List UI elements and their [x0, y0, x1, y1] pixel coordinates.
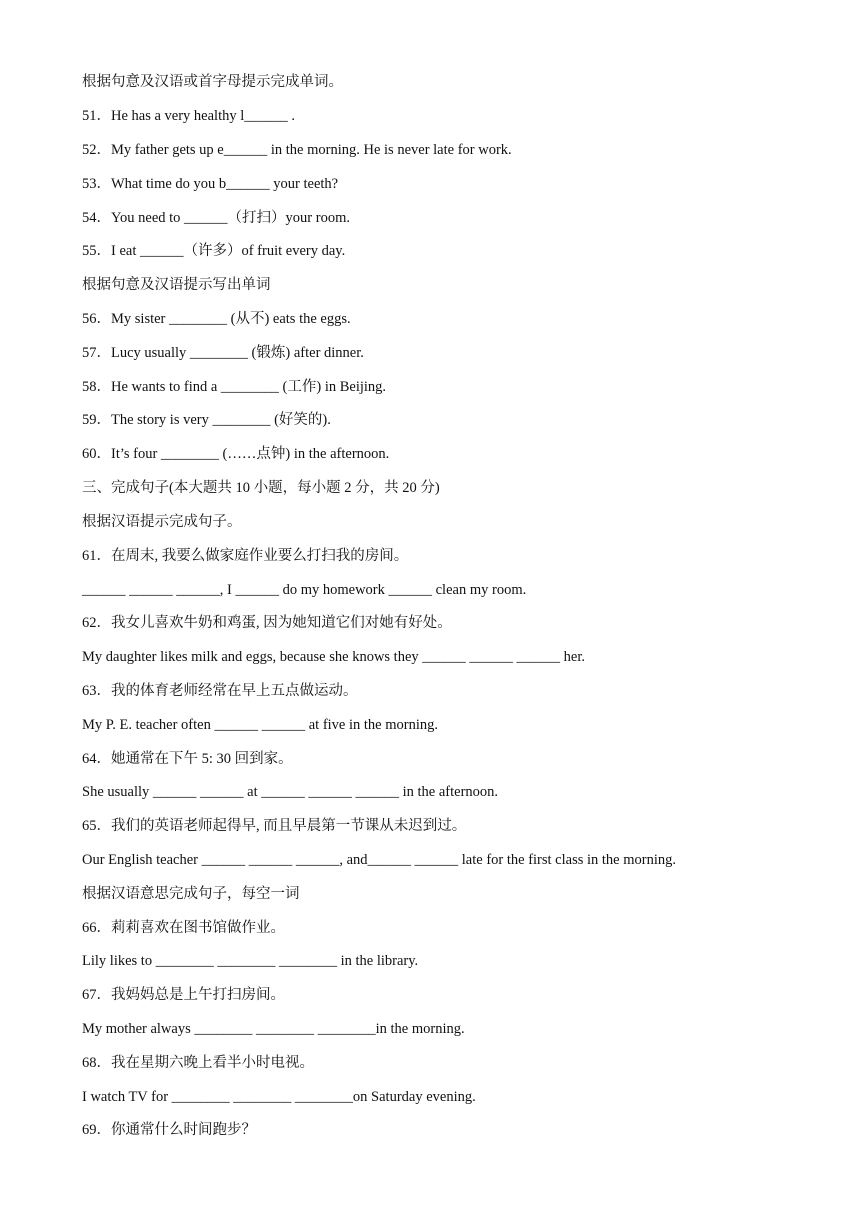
question-60: 60．It’s four ________ (……点钟) in the afternoon.: [82, 446, 390, 462]
question-64-answer: She usually ______ ______ at ______ ______ ______ in the afternoon.: [82, 784, 499, 800]
question-65-prompt: 65．我们的英语老师起得早, 而且早晨第一节课从未迟到过。: [82, 818, 467, 834]
section-instruction: 根据句意及汉语提示写出单词: [82, 277, 271, 293]
question-65-answer: Our English teacher ______ ______ ______, and______ ______ late for the first class in the morning.: [82, 852, 676, 868]
question-58: 58．He wants to find a ________ (工作) in Beijing.: [82, 379, 387, 395]
question-67-answer: My mother always ________ ________ ________in the morning.: [82, 1021, 465, 1037]
question-52: 52．My father gets up e______ in the morning. He is never late for work.: [82, 142, 512, 158]
question-59: 59．The story is very ________ (好笑的).: [82, 412, 331, 428]
question-51: 51．He has a very healthy l______ .: [82, 108, 296, 124]
question-68-prompt: 68．我在星期六晚上看半小时电视。: [82, 1055, 314, 1071]
question-55: 55．I eat ______（许多）of fruit every day.: [82, 243, 346, 259]
section-instruction: 根据句意及汉语或首字母提示完成单词。: [82, 74, 343, 90]
question-69-prompt: 69．你通常什么时间跑步？: [82, 1122, 256, 1138]
question-66-answer: Lily likes to ________ ________ ________ in the library.: [82, 953, 419, 969]
question-66-prompt: 66．莉莉喜欢在图书馆做作业。: [82, 920, 285, 936]
question-61-prompt: 61．在周末, 我要么做家庭作业要么打扫我的房间。: [82, 548, 409, 564]
question-62-answer: My daughter likes milk and eggs, because she knows they ______ ______ ______ her.: [82, 649, 585, 665]
question-67-prompt: 67．我妈妈总是上午打扫房间。: [82, 987, 285, 1003]
question-62-prompt: 62．我女儿喜欢牛奶和鸡蛋, 因为她知道它们对她有好处。: [82, 615, 452, 631]
section-heading: 三、完成句子(本大题共 10 小题，每小题 2 分，共 20 分): [82, 480, 440, 496]
question-68-answer: I watch TV for ________ ________ ________on Saturday evening.: [82, 1089, 476, 1105]
question-54: 54．You need to ______（打扫）your room.: [82, 210, 350, 226]
question-64-prompt: 64．她通常在下午 5: 30 回到家。: [82, 751, 293, 767]
question-61-answer: ______ ______ ______, I ______ do my homework ______ clean my room.: [82, 582, 527, 598]
question-63-answer: My P. E. teacher often ______ ______ at five in the morning.: [82, 717, 438, 733]
question-53: 53．What time do you b______ your teeth?: [82, 176, 339, 192]
question-57: 57．Lucy usually ________ (锻炼) after dinner.: [82, 345, 364, 361]
section-instruction: 根据汉语提示完成句子。: [82, 514, 242, 530]
question-63-prompt: 63．我的体育老师经常在早上五点做运动。: [82, 683, 358, 699]
section-instruction: 根据汉语意思完成句子，每空一词: [82, 886, 300, 902]
question-56: 56．My sister ________ (从不) eats the eggs.: [82, 311, 351, 327]
